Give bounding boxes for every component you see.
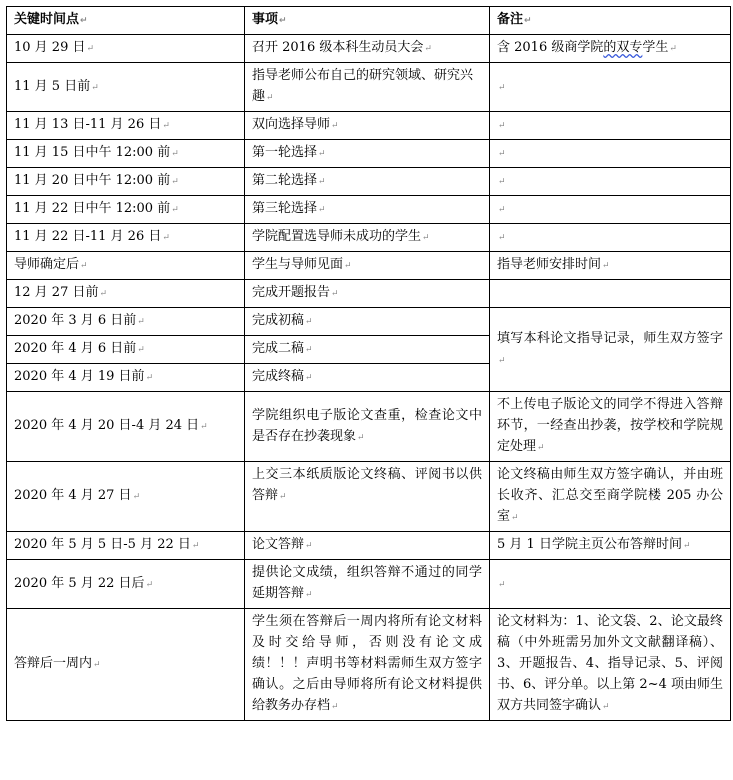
note-cell: ↵ (490, 196, 731, 224)
table-row (7, 308, 731, 336)
table-row (7, 560, 731, 609)
table-row (7, 224, 731, 252)
note-cell: ↵ (490, 140, 731, 168)
note-cell: ↵ (490, 560, 731, 609)
note-cell: 论文终稿由师生双方签字确认，并由班长收齐、汇总交至商学院楼 205 办公室↵ (490, 462, 731, 532)
time-cell: 2020 年 5 月 22 日后↵ (7, 560, 245, 609)
table-row (7, 252, 731, 280)
time-cell: 11 月 20 日中午 12:00 前↵ (7, 168, 245, 196)
header-row (7, 7, 731, 35)
table-row (7, 609, 731, 721)
item-cell: 完成二稿↵ (245, 336, 490, 364)
item-cell: 学生与导师见面↵ (245, 252, 490, 280)
item-cell: 完成初稿↵ (245, 308, 490, 336)
time-cell: 2020 年 5 月 5 日-5 月 22 日↵ (7, 532, 245, 560)
note-cell: 指导老师安排时间↵ (490, 252, 731, 280)
time-cell: 11 月 22 日中午 12:00 前↵ (7, 196, 245, 224)
table-row (7, 280, 731, 308)
time-cell: 2020 年 4 月 20 日-4 月 24 日↵ (7, 392, 245, 462)
item-cell: 第二轮选择↵ (245, 168, 490, 196)
item-cell: 论文答辩↵ (245, 532, 490, 560)
table-row (7, 168, 731, 196)
item-cell: 第三轮选择↵ (245, 196, 490, 224)
time-cell: 11 月 5 日前↵ (7, 63, 245, 112)
item-cell: 学院配置选导师未成功的学生↵ (245, 224, 490, 252)
time-cell: 11 月 22 日-11 月 26 日↵ (7, 224, 245, 252)
item-cell: 学院组织电子版论文查重，检查论文中是否存在抄袭现象↵ (245, 392, 490, 462)
note-cell: ↵ (490, 168, 731, 196)
table-row (7, 532, 731, 560)
item-cell: 完成开题报告↵ (245, 280, 490, 308)
table-row (7, 392, 731, 462)
table-row (7, 112, 731, 140)
table-row (7, 140, 731, 168)
time-cell: 导师确定后↵ (7, 252, 245, 280)
item-cell: 提供论文成绩，组织答辩不通过的同学延期答辩↵ (245, 560, 490, 609)
time-cell: 12 月 27 日前↵ (7, 280, 245, 308)
table-row (7, 462, 731, 532)
item-cell: 指导老师公布自己的研究领域、研究兴趣↵ (245, 63, 490, 112)
table-row (7, 35, 731, 63)
note-cell: 论文材料为：1、论文袋、2、论文最终稿（中外班需另加外文文献翻译稿）、3、开题报告、4、指导记录、5、评阅书、6、评分单。以上第 2~4 项由师生双方共同签字确认↵ (490, 609, 731, 721)
item-cell: 学生须在答辩后一周内将所有论文材料及时交给导师，否则没有论文成绩！！！声明书等材料需师生双方签字确认。之后由导师将所有论文材料提供给教务办存档↵ (245, 609, 490, 721)
note-cell: 含 2016 级商学院的双专学生↵ (490, 35, 731, 63)
note-cell-merged: 填写本科论文指导记录，师生双方签字↵ (490, 308, 731, 392)
schedule-table (6, 6, 731, 721)
note-cell: ↵ (490, 112, 731, 140)
header-time: 关键时间点↵ (7, 7, 245, 35)
note-cell (490, 280, 731, 308)
item-cell: 召开 2016 级本科生动员大会↵ (245, 35, 490, 63)
item-cell: 第一轮选择↵ (245, 140, 490, 168)
time-cell: 11 月 13 日-11 月 26 日↵ (7, 112, 245, 140)
time-cell: 2020 年 4 月 19 日前↵ (7, 364, 245, 392)
time-cell: 2020 年 4 月 6 日前↵ (7, 336, 245, 364)
header-item: 事项↵ (245, 7, 490, 35)
table-row (7, 196, 731, 224)
note-cell: ↵ (490, 224, 731, 252)
note-cell: 不上传电子版论文的同学不得进入答辩环节，一经查出抄袭，按学校和学院规定处理↵ (490, 392, 731, 462)
time-cell: 11 月 15 日中午 12:00 前↵ (7, 140, 245, 168)
time-cell: 2020 年 3 月 6 日前↵ (7, 308, 245, 336)
time-cell: 2020 年 4 月 27 日↵ (7, 462, 245, 532)
header-note: 备注↵ (490, 7, 731, 35)
time-cell: 10 月 29 日↵ (7, 35, 245, 63)
note-cell: 5 月 1 日学院主页公布答辩时间↵ (490, 532, 731, 560)
item-cell: 双向选择导师↵ (245, 112, 490, 140)
spellcheck-underline: 的双专 (603, 40, 643, 55)
item-cell: 上交三本纸质版论文终稿、评阅书以供答辩↵ (245, 462, 490, 532)
note-cell: ↵ (490, 63, 731, 112)
item-cell: 完成终稿↵ (245, 364, 490, 392)
table-row (7, 63, 731, 112)
time-cell: 答辩后一周内↵ (7, 609, 245, 721)
